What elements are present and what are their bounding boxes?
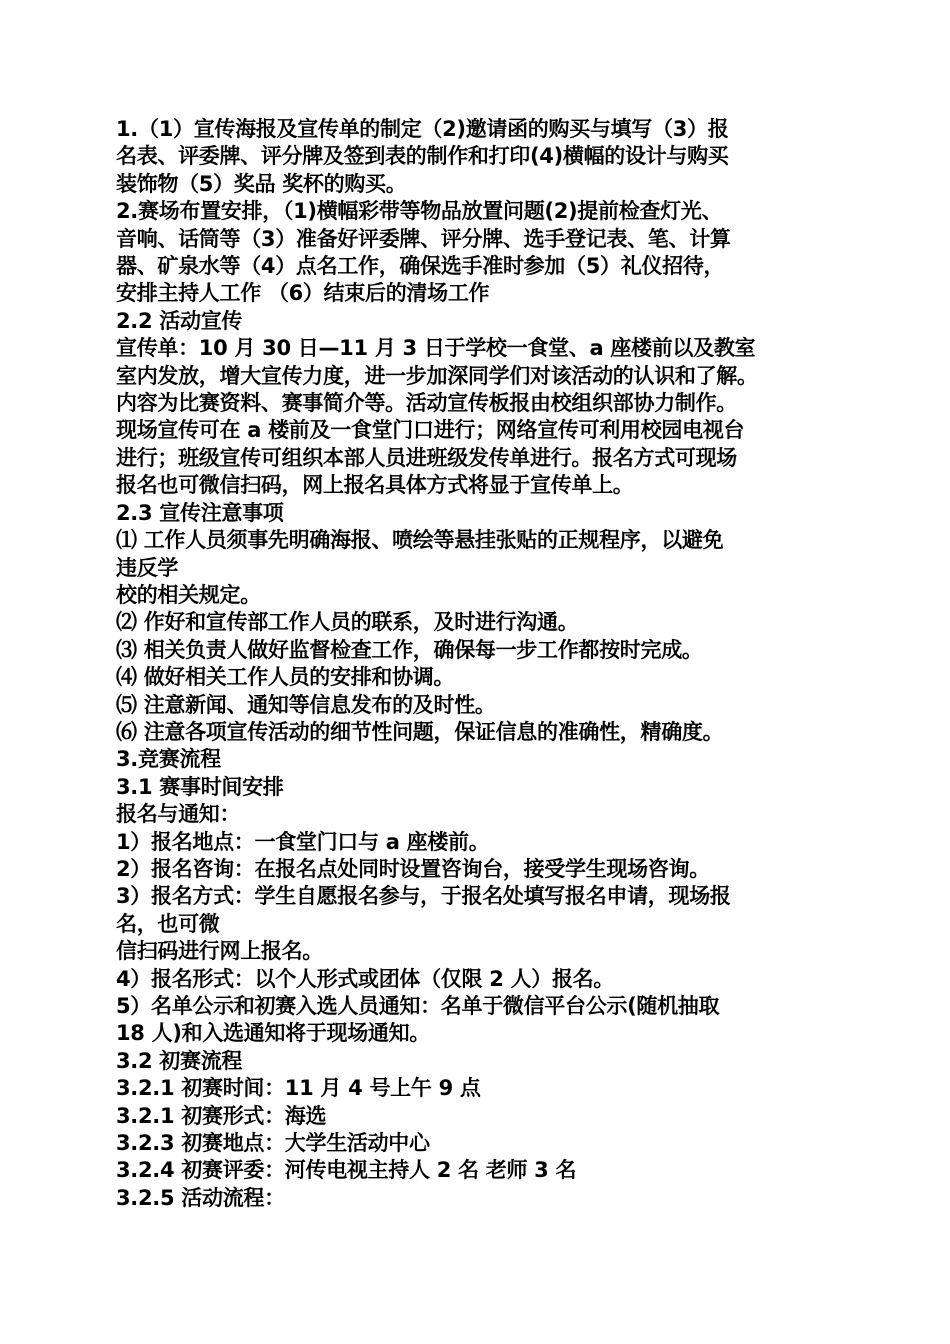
text-line: 内容为比赛资料、赛事简介等。活动宣传板报由校组织部协力制作。: [116, 391, 737, 416]
document-body: [116, 116, 846, 1212]
section-heading: 2.3 宣传注意事项: [116, 500, 284, 525]
list-item: 3.2.5 活动流程：: [116, 1185, 285, 1210]
section-heading: 3.竞赛流程: [116, 747, 221, 772]
list-item: 3.2.1 初赛时间：11 月 4 号上午 9 点: [116, 1076, 481, 1101]
text-line: 器、矿泉水等（4）点名工作，确保选手准时参加（5）礼仪招待，: [116, 254, 725, 279]
text-line: 18 人)和入选通知将于现场通知。: [116, 1021, 431, 1046]
list-item: 3.2.3 初赛地点：大学生活动中心: [116, 1131, 430, 1156]
text-line: 报名也可微信扫码，网上报名具体方式将显于宣传单上。: [116, 473, 634, 498]
list-item: ⑶ 相关负责人做好监督检查工作，确保每一步工作都按时完成。: [116, 637, 703, 662]
list-item: ⑹ 注意各项宣传活动的细节性问题，保证信息的准确性，精确度。: [116, 719, 724, 744]
section-heading: 3.1 赛事时间安排: [116, 774, 284, 799]
list-item: 3.2.4 初赛评委：河传电视主持人 2 名 老师 3 名: [116, 1158, 577, 1183]
list-item: 4）报名形式：以个人形式或团体（仅限 2 人）报名。: [116, 966, 615, 991]
text-line: 名表、评委牌、评分牌及签到表的制作和打印(4)横幅的设计与购买: [116, 144, 729, 169]
text-line: 室内发放，增大宣传力度，进一步加深同学们对该活动的认识和了解。: [116, 363, 758, 388]
list-item: 3.2.1 初赛形式：海选: [116, 1103, 327, 1128]
list-item: 2）报名咨询：在报名点处同时设置咨询台，接受学生现场咨询。: [116, 856, 710, 881]
text-line: 校的相关规定。: [116, 582, 261, 607]
text-line: 2.赛场布置安排，（1)横幅彩带等物品放置问题(2)提前检查灯光、: [116, 199, 723, 224]
list-item: 5）名单公示和初赛入选人员通知：名单于微信平台公示(随机抽取: [116, 994, 720, 1018]
text-line: 名，也可微: [116, 911, 220, 936]
text-line: 现场宣传可在 a 楼前及一食堂门口进行；网络宣传可利用校园电视台: [116, 418, 745, 443]
text-line: 报名与通知：: [116, 802, 241, 827]
list-item: 1）报名地点：一食堂门口与 a 座楼前。: [116, 829, 490, 854]
text-line: 音响、话筒等（3）准备好评委牌、评分牌、选手登记表、笔、计算: [116, 226, 731, 251]
section-heading: 2.2 活动宣传: [116, 308, 243, 333]
section-heading: 3.2 初赛流程: [116, 1048, 243, 1073]
text-line: 信扫码进行网上报名。: [116, 939, 323, 964]
list-item: ⑸ 注意新闻、通知等信息发布的及时性。: [116, 692, 496, 717]
text-line: 1.（1）宣传海报及宣传单的制定（2)邀请函的购买与填写（3）报: [116, 117, 729, 141]
text-line: 安排主持人工作 （6）结束后的清场工作: [116, 281, 490, 306]
text-line: 进行；班级宣传可组织本部人员进班级发传单进行。报名方式可现场: [116, 445, 737, 470]
list-item: ⑵ 作好和宣传部工作人员的联系，及时进行沟通。: [116, 610, 579, 635]
list-item: 3）报名方式：学生自愿报名参与，于报名处填写报名申请，现场报: [116, 884, 731, 909]
list-item: ⑷ 做好相关工作人员的安排和协调。: [116, 665, 455, 690]
text-line: 宣传单：10 月 30 日—11 月 3 日于学校一食堂、a 座楼前以及教室: [116, 336, 756, 361]
text-line: 违反学: [116, 555, 179, 580]
text-line: 装饰物（5）奖品 奖杯的购买。: [116, 171, 407, 196]
list-item: ⑴ 工作人员须事先明确海报、喷绘等悬挂张贴的正规程序，以避免: [116, 528, 724, 553]
